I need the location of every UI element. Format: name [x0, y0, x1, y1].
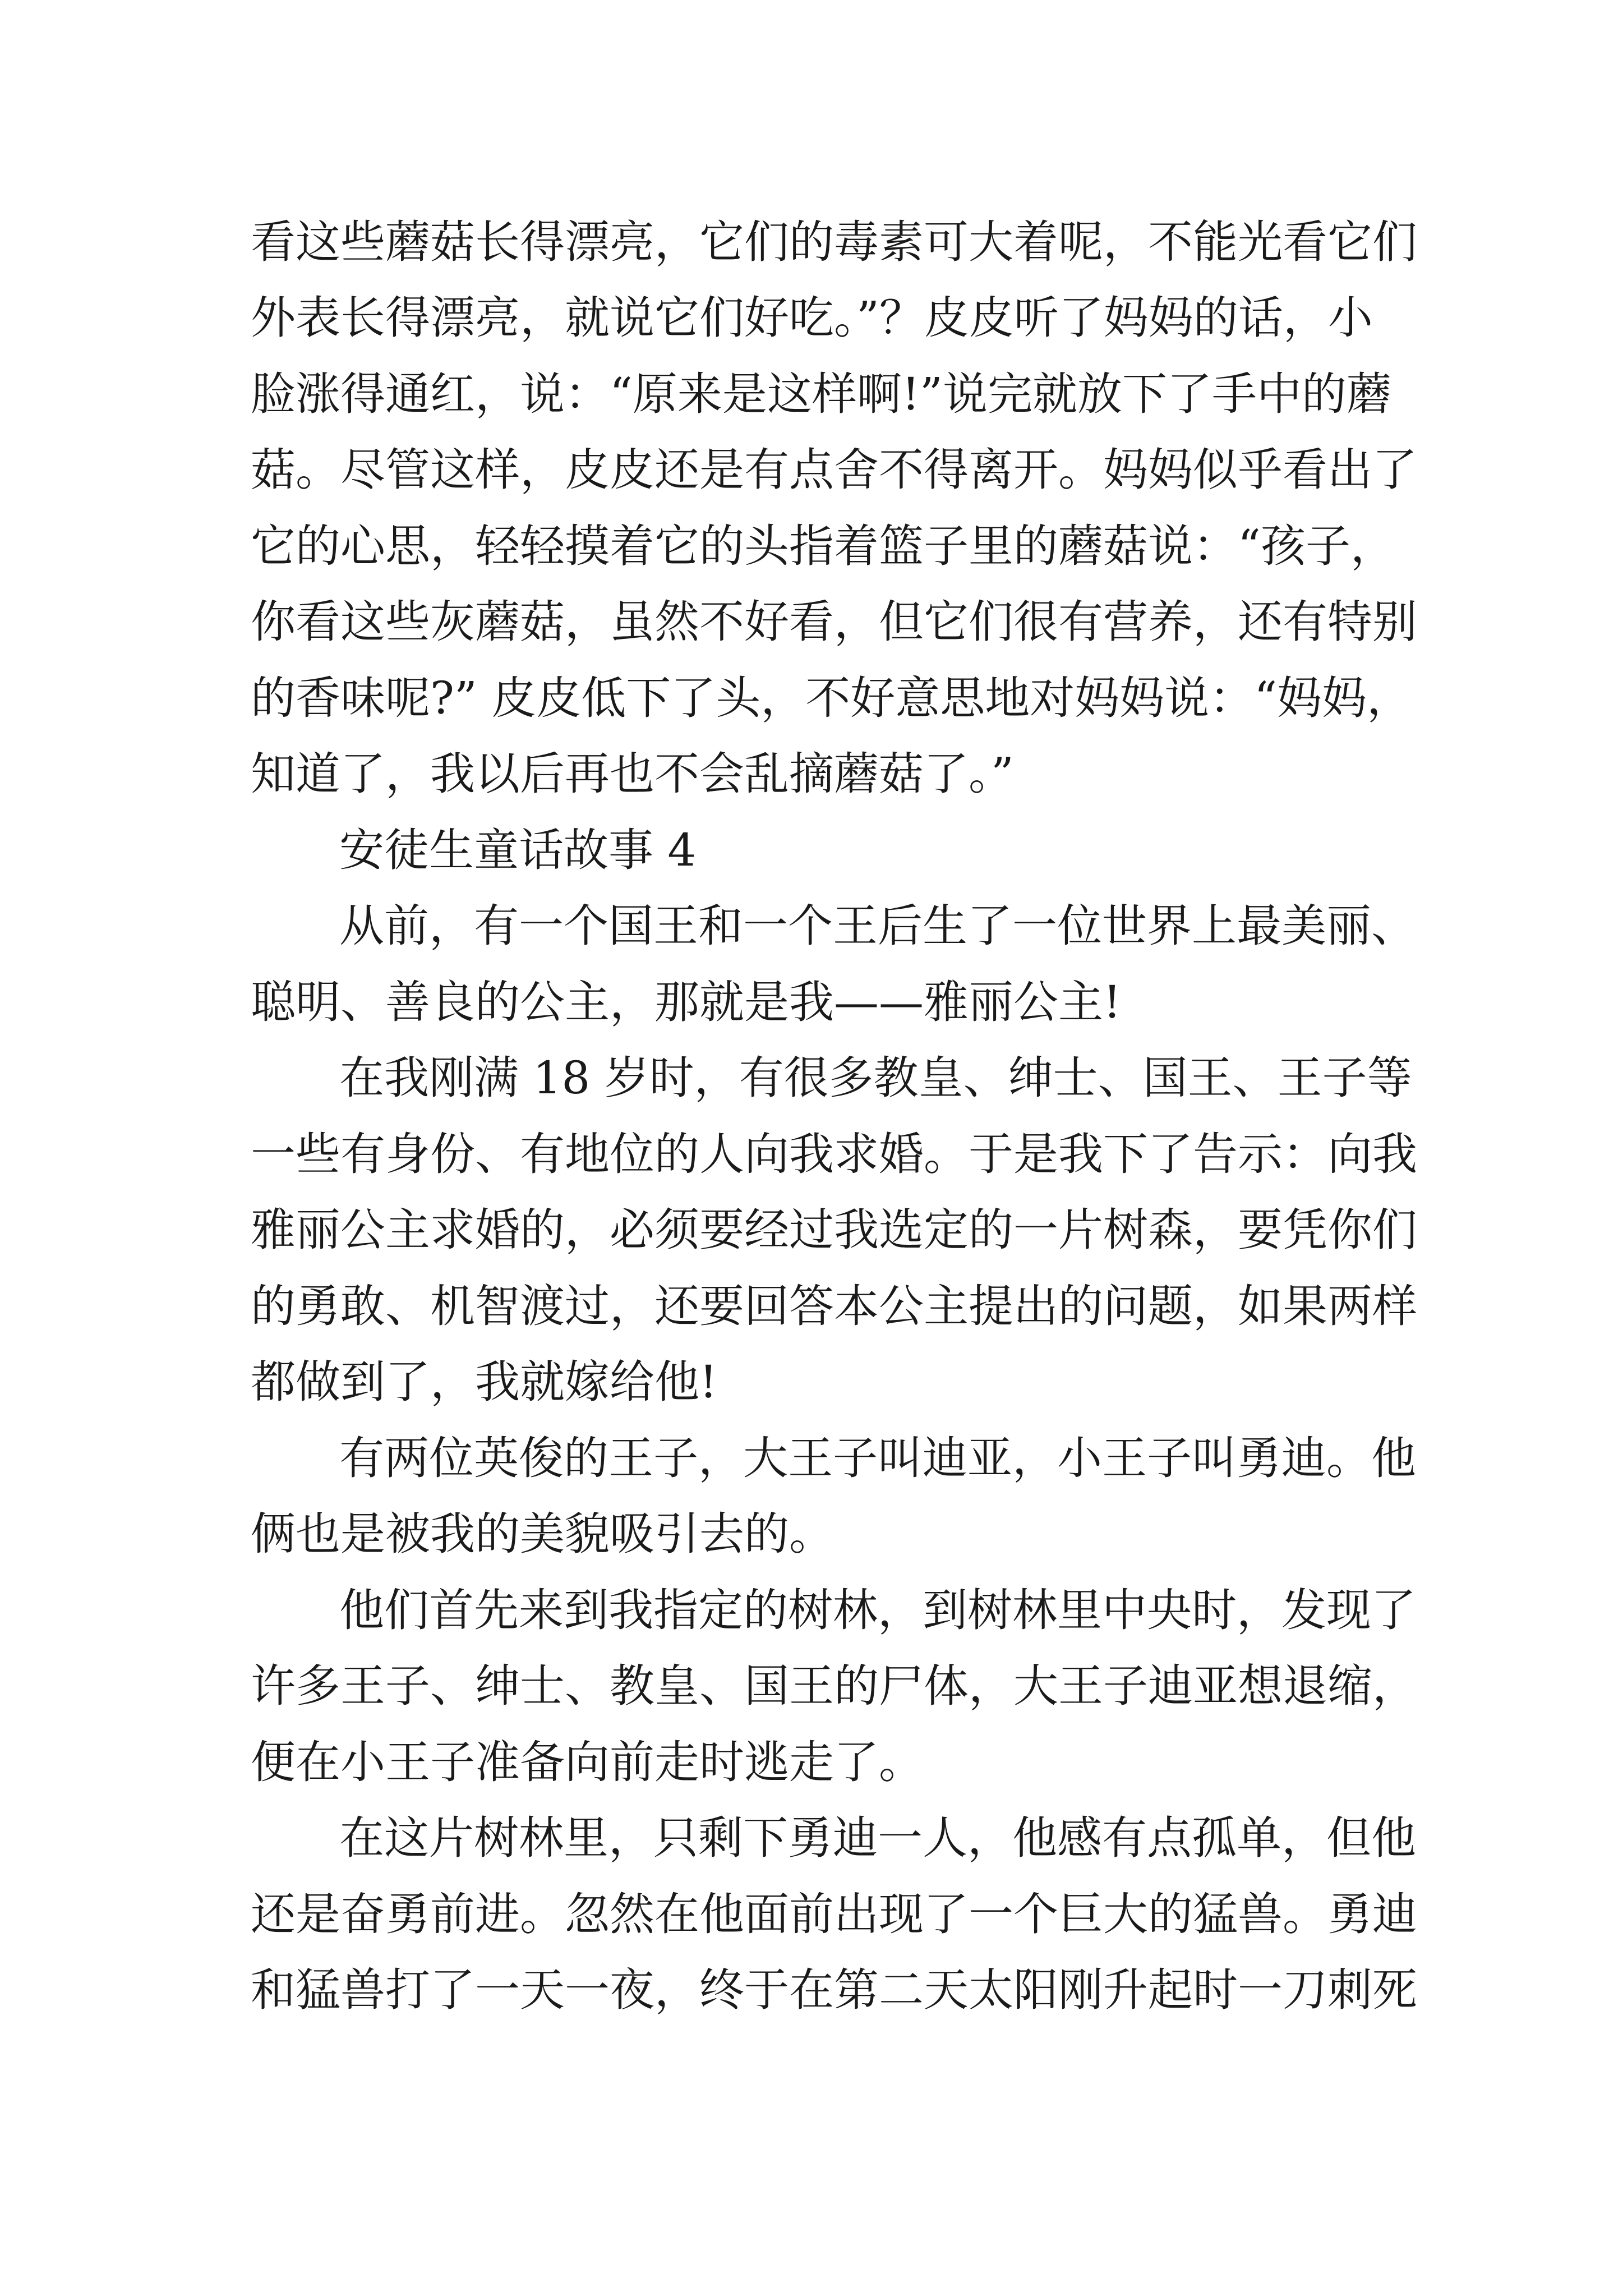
text-line: 的勇敢、机智渡过，还要回答本公主提出的问题，如果两样 [251, 1280, 1417, 1332]
text-line: 知道了，我以后再也不会乱摘蘑菇了。” [251, 748, 1014, 800]
text-line: 有两位英俊的王子，大王子叫迪亚，小王子叫勇迪。他 [339, 1432, 1416, 1484]
text-line: 看这些蘑菇长得漂亮，它们的毒素可大着呢，不能光看它们 [251, 216, 1417, 268]
text-line: 聪明、善良的公主，那就是我——雅丽公主! [251, 976, 1122, 1028]
text-line: 的香味呢?” 皮皮低下了头，不好意思地对妈妈说：“妈妈， [251, 672, 1412, 724]
text-line: 它的心思，轻轻摸着它的头指着篮子里的蘑菇说：“孩子， [251, 520, 1395, 572]
text-line: 菇。尽管这样，皮皮还是有点舍不得离开。妈妈似乎看出了 [251, 444, 1417, 496]
text-line: 便在小王子准备向前走时逃走了。 [251, 1736, 924, 1788]
text-line: 你看这些灰蘑菇，虽然不好看，但它们很有营养，还有特别 [251, 596, 1417, 648]
text-line: 还是奋勇前进。忽然在他面前出现了一个巨大的猛兽。勇迪 [251, 1888, 1417, 1940]
text-line: 脸涨得通红，说：“原来是这样啊!”说完就放下了手中的蘑 [251, 368, 1391, 420]
text-line: 他们首先来到我指定的树林，到树林里中央时，发现了 [339, 1584, 1416, 1636]
text-line: 许多王子、绅士、教皇、国王的尸体，大王子迪亚想退缩， [251, 1660, 1417, 1712]
text-line: 在我刚满 18 岁时，有很多教皇、绅士、国王、王子等 [339, 1052, 1412, 1104]
text-line: 俩也是被我的美貌吸引去的。 [251, 1508, 834, 1560]
text-line: 一些有身份、有地位的人向我求婚。于是我下了告示：向我 [251, 1128, 1417, 1180]
text-line: 从前，有一个国王和一个王后生了一位世界上最美丽、 [339, 900, 1416, 952]
text-line: 雅丽公主求婚的，必须要经过我选定的一片树森，要凭你们 [251, 1204, 1417, 1256]
text-line: 都做到了，我就嫁给他! [251, 1356, 718, 1408]
text-line: 和猛兽打了一天一夜，终于在第二天太阳刚升起时一刀刺死 [251, 1964, 1417, 2016]
section-heading: 安徒生童话故事 4 [339, 824, 697, 876]
text-line: 外表长得漂亮，就说它们好吃。”？皮皮听了妈妈的话，小 [251, 292, 1373, 344]
text-line: 在这片树林里，只剩下勇迪一人，他感有点孤单，但他 [339, 1812, 1416, 1864]
